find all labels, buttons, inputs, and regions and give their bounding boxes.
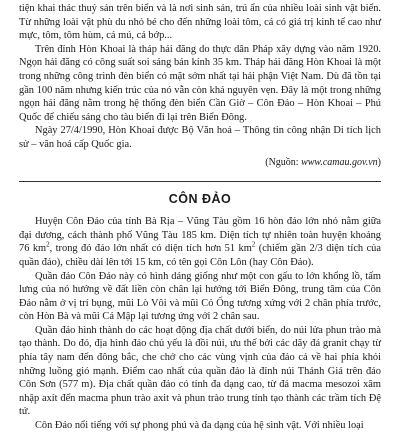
source-citation xyxy=(19,156,381,170)
section-title: CÔN ĐẢO xyxy=(168,192,232,207)
paragraph-con-dao-intro xyxy=(19,215,381,269)
paragraph-lighthouse: Trên đỉnh Hòn Khoai là tháp hải đăng do thực dân Pháp xây dựng vào năm 1920. Ngọn hải đăng có công suất soi sáng bán kính 35 km. Tháp hải đăng Hòn Khoai là một trong những công trình đèn biển có mặt sớm nhất tại hải phận Việt Nam. Dù đã tồn tại gần 100 năm nhưng kiến trúc của nó vẫn còn khá nguyên vẹn. Đây là một trong những ngọn hải đăng nằm trong hệ thống đèn biển Cần Giờ – Côn Đảo – Hòn Khoai – Phú Quốc để chiếu sáng cho tàu biển đi lại trên Biển Đông. xyxy=(19,43,381,123)
source-website: www.camau.gov.vn xyxy=(301,156,378,168)
intro-part-1: Huyện Côn Đảo của tỉnh Bà Rịa – Vũng Tàu gồm 16 hòn đảo lớn nhỏ nằm giữa đại dương, cách thành phố Vũng Tàu 185 km. Diện tích tự nhiên toàn huyện khoảng 76 km xyxy=(19,216,381,255)
paragraph-geology: Quần đảo hình thành do các hoạt động địa chất dưới biển, do núi lửa phun trào mà tạo thành. Do đó, địa hình đảo chủ yếu là đồi núi, ưu thế bởi các dãy đá granit chạy từ phía tây nam đến đông bắc, che chở cho các vùng vịnh của đảo cả về hai phía khỏi những luồng gió mạnh. Điểm cao nhất của quần đảo là đỉnh núi Thánh Giá trên đảo Côn Sơn (577 m). Địa chất quần đảo có tính đa dạng cao, từ đá macma mesozoi xâm nhập axít đến macma phun trào axit và phun trào trung tính tạo thành các trầm tích Đệ tứ. xyxy=(19,324,381,418)
paragraph-fisheries: tiện khai thác thuỷ sản trên biển và là nơi sinh sản, trú ẩn của nhiều loài sinh vật biển. Từ những loài vật phù du nhỏ bé cho đến những loài tôm, cá có giá trị kinh tế cao như mực, tôm, tôm hùm, cá mú, cá bớp... xyxy=(19,3,381,42)
paragraph-biodiversity: Côn Đảo nổi tiếng với sự phong phú và đa dạng của hệ sinh vật. Với nhiều loại xyxy=(35,420,364,432)
superscript-squared: 2 xyxy=(251,240,256,249)
superscript-squared: 2 xyxy=(46,240,50,249)
source-prefix: (Nguồn: xyxy=(265,156,302,168)
section-divider xyxy=(19,181,381,182)
paragraph-heritage: Ngày 27/4/1990, Hòn Khoai được Bộ Văn hoá – Thông tin công nhận Di tích lịch sử – văn hoá cấp Quốc gia. xyxy=(19,125,381,150)
intro-part-3: (chiếm gần 2/3 diện tích của quần đảo), chiều dài lên tới 15 km, có tên gọi Côn Lôn (hay Côn Đảo). xyxy=(19,243,381,268)
source-suffix: ) xyxy=(377,156,381,168)
paragraph-bear-shape: Quần đảo Côn Đảo này có hình dáng giống như một con gấu to lớn khổng lồ, tấm lưng của nó hướng về đất liền còn chân lại hướng tới Biển Đông, trung tâm của Côn Đảo nằm ở vị trí bụng, mũi Lò Vôi và mũi Cỏ Ống tương xứng với 2 chân phía trước, còn Hòn Bà và mũi Cá Mập lại tương ứng với 2 chân sau. xyxy=(19,270,381,323)
intro-part-2: , trong đó đảo lớn nhất có diện tích hơn 51 km xyxy=(49,243,252,255)
